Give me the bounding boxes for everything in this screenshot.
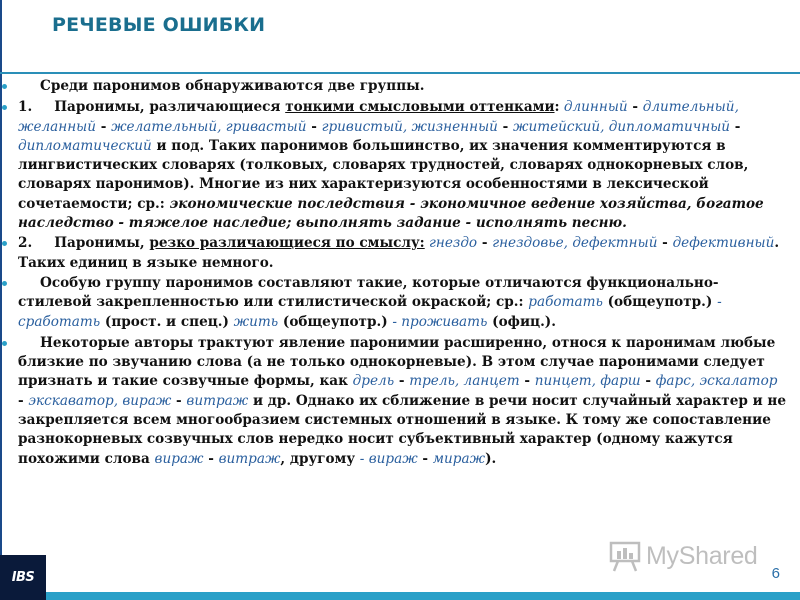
p5-example-10: мираж bbox=[432, 450, 486, 467]
p2-examples-tail: экономические последствия - экономичное ведение хозяйства, богатое наследство - тяжелое наследие; выполнять задание - исполнять песню. bbox=[18, 195, 764, 232]
p5-end: ). bbox=[485, 450, 497, 467]
bullet-icon bbox=[2, 105, 7, 110]
p5-dash-8: - bbox=[417, 450, 433, 467]
bullet-paragraph-3 bbox=[16, 234, 786, 273]
p4-example-4: проживать bbox=[401, 313, 488, 330]
p5-dash-4: - bbox=[18, 392, 29, 409]
p5-dash-2: - bbox=[519, 373, 535, 390]
p5-example-2: трель, ланцет bbox=[409, 373, 520, 390]
watermark-text: MyShared bbox=[646, 541, 758, 570]
bullet-paragraph-1 bbox=[16, 77, 786, 96]
p4-note-3: (общеупотр.) bbox=[278, 313, 393, 330]
p2-example-3: желательный, гривастый bbox=[111, 118, 307, 135]
p4-dash-2: - bbox=[392, 313, 397, 330]
p5-example-6: витраж bbox=[186, 392, 249, 409]
p5-example-8: витраж bbox=[218, 450, 281, 467]
p4-note-1: (общеупотр.) bbox=[602, 294, 718, 311]
p3-example-3: дефективный bbox=[672, 235, 775, 252]
bullet-paragraph-4 bbox=[16, 274, 786, 332]
p5-example-9: вираж bbox=[368, 450, 418, 467]
p2-example-2: длительный, желанный bbox=[18, 99, 739, 135]
p2-lead: Паронимы, различающиеся bbox=[54, 99, 286, 116]
p3-example-1: гнездо bbox=[429, 235, 478, 252]
p5-body: и др. Однако их сближение в речи носит случайный характер и не закрепляется всем многообразием системных отношений в языке. К тому же сопоставление разнокорневых созвучных слов нередко носит субъективный характер (одному кажутся похожими слова bbox=[18, 392, 787, 467]
p3-dash-2: - bbox=[657, 235, 673, 252]
p2-dash-1: - bbox=[627, 99, 643, 116]
p2-dash-3: - bbox=[306, 118, 322, 135]
p4-example-3: жить bbox=[233, 313, 279, 330]
bullet-icon bbox=[2, 84, 7, 89]
title-divider bbox=[0, 72, 800, 74]
p3-lead: Паронимы, bbox=[54, 235, 150, 252]
bullet-icon bbox=[2, 341, 7, 346]
bottom-accent-bar bbox=[0, 592, 800, 600]
p5-dash-3: - bbox=[640, 373, 656, 390]
slide-body bbox=[16, 77, 786, 469]
p2-example-5: житейский, дипломатичный bbox=[513, 118, 731, 135]
bullet-paragraph-5 bbox=[16, 334, 786, 469]
p5-example-3: пинцет, фарш bbox=[534, 373, 641, 390]
myshared-watermark bbox=[608, 538, 768, 574]
p2-colon: : bbox=[554, 99, 560, 116]
p5-dash-1: - bbox=[394, 373, 410, 390]
p2-underlined: тонкими смысловыми оттенками bbox=[285, 99, 555, 116]
p2-example-4: гривистый, жизненный bbox=[321, 118, 498, 135]
ibs-logo: IBS bbox=[0, 555, 46, 600]
p4-example-1: работать bbox=[528, 294, 603, 311]
p5-example-1: дрель bbox=[352, 373, 395, 390]
p4-example-2: сработать bbox=[18, 313, 101, 330]
p5-example-7: вираж bbox=[154, 450, 204, 467]
p3-dash-1: - bbox=[477, 235, 493, 252]
slide-title: РЕЧЕВЫЕ ОШИБКИ bbox=[52, 14, 266, 36]
p4-note-2: (прост. и спец.) bbox=[100, 313, 234, 330]
p5-lead: Некоторые авторы трактуют явление паронимии расширенно, относя к паронимам любые близкие по звучанию слова (а не только однокорневые). В этом случае паронимами следует признать и такие созвучные формы, как bbox=[18, 334, 776, 390]
p5-example-5: экскаватор, вираж bbox=[28, 392, 172, 409]
bullet-icon bbox=[2, 241, 7, 246]
p3-body: . Таких единиц в языке немного. bbox=[18, 235, 780, 271]
p2-num: 1. bbox=[18, 99, 33, 116]
p2-dash-5: - bbox=[730, 118, 741, 135]
page-number: 6 bbox=[771, 565, 780, 582]
bullet-icon bbox=[2, 281, 7, 286]
p5-example-4: фарс, эскалатор bbox=[655, 373, 778, 390]
p2-body: и под. Таких паронимов большинство, их значения комментируются в лингвистических словарях (толковых, словарях трудностей, словарях однокорневых слов, словарях паронимов). Многие из них характеризуются особенностями в лексической сочетаемости; ср.: bbox=[18, 137, 749, 212]
p2-example-1: длинный bbox=[563, 99, 628, 116]
p4-dash-1: - bbox=[717, 294, 722, 311]
p2-dash-4: - bbox=[497, 118, 514, 135]
p1-text: Среди паронимов обнаруживаются две группы. bbox=[40, 78, 425, 94]
p4-lead: Особую группу паронимов составляют такие, которые отличаются функционально-стилевой закрепленностью или стилистической окраской; ср.: bbox=[18, 274, 719, 311]
presentation-board-icon bbox=[608, 539, 642, 573]
p2-dash-2: - bbox=[96, 118, 112, 135]
p3-num: 2. bbox=[18, 235, 33, 252]
p5-dash-6: - bbox=[203, 450, 219, 467]
p3-example-2: гнездовье, дефектный bbox=[492, 235, 658, 252]
p4-note-4: (офиц.). bbox=[487, 313, 556, 330]
bullet-paragraph-2 bbox=[16, 98, 786, 233]
p5-dash-7: - bbox=[359, 450, 369, 467]
p5-dash-5: - bbox=[171, 392, 187, 409]
p2-example-6: дипломатический bbox=[18, 137, 152, 154]
p3-underlined: резко различающиеся по смыслу: bbox=[149, 235, 425, 252]
p5-note: , другому bbox=[280, 450, 360, 467]
